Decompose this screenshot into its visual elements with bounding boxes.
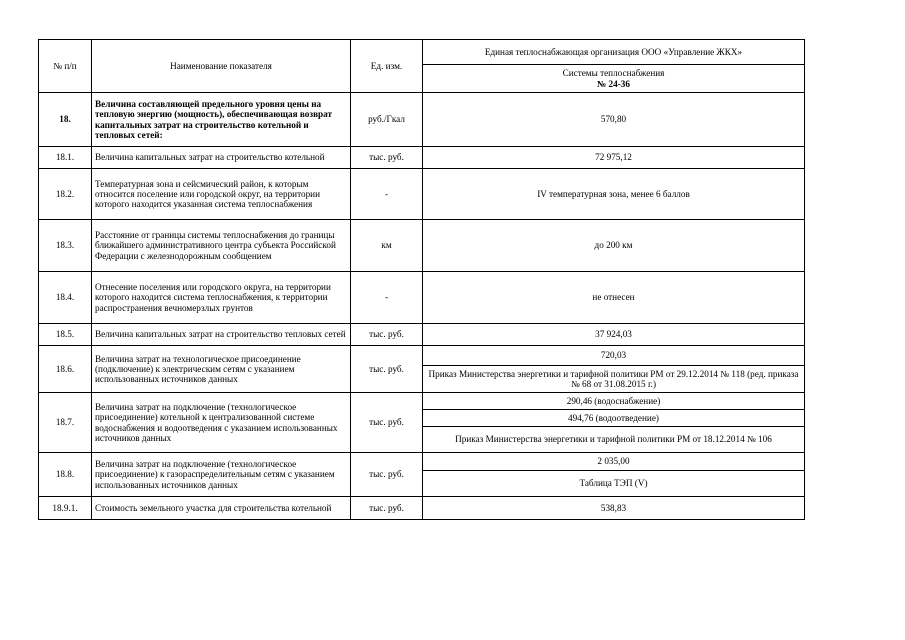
- row-value: 2 035,00: [423, 453, 805, 471]
- row-num: 18.4.: [39, 272, 92, 324]
- table-row: [39, 324, 805, 346]
- row-name: Величина капитальных затрат на строительство тепловых сетей: [92, 324, 351, 346]
- row-source: Приказ Министерства энергетики и тарифной политики РМ от 18.12.2014 № 106: [423, 427, 805, 453]
- table-row: [39, 147, 805, 169]
- row-value: 72 975,12: [423, 147, 805, 169]
- row-name: Величина капитальных затрат на строительство котельной: [92, 147, 351, 169]
- row-unit: тыс. руб.: [351, 324, 423, 346]
- table-row: [39, 93, 805, 147]
- row-name: Отнесение поселения или городского округа, на территории которого находится система теплоснабжения, к территории распространения вечномерзлых грунтов: [92, 272, 351, 324]
- row-num: 18.2.: [39, 169, 92, 220]
- header-systems-cell: [423, 65, 805, 93]
- row-num: 18.7.: [39, 393, 92, 453]
- row-unit: тыс. руб.: [351, 147, 423, 169]
- table-row: [39, 453, 805, 471]
- header-systems: Системы теплоснабжения: [562, 68, 665, 79]
- row-num: 18.1.: [39, 147, 92, 169]
- header-systems-number: № 24-36: [597, 78, 630, 89]
- header-org: Единая теплоснабжающая организация ООО «Управление ЖКХ»: [423, 40, 805, 65]
- row-unit: тыс. руб.: [351, 497, 423, 520]
- row-name: Величина затрат на подключение (технологическое присоединение) к газораспределительным сетям с указанием использованных источников данных: [92, 453, 351, 497]
- row-value: не отнесен: [423, 272, 805, 324]
- row-name: Расстояние от границы системы теплоснабжения до границы ближайшего административного центра субъекта Российской Федерации с железнодорожным сообщением: [92, 220, 351, 272]
- row-value: 720,03: [423, 346, 805, 366]
- row-unit: км: [351, 220, 423, 272]
- row-unit: -: [351, 272, 423, 324]
- header-unit: Ед. изм.: [351, 40, 423, 93]
- row-num: 18.3.: [39, 220, 92, 272]
- table-row: [39, 393, 805, 410]
- row-name: Величина затрат на технологическое присоединение (подключение) к электрическим сетям с указанием использованных источников данных: [92, 346, 351, 393]
- header-name: Наименование показателя: [92, 40, 351, 93]
- row-unit: тыс. руб.: [351, 453, 423, 497]
- row-source: Приказ Министерства энергетики и тарифной политики РМ от 29.12.2014 № 118 (ред. приказа № 68 от 31.08.2015 г.): [423, 366, 805, 393]
- row-num: 18.: [39, 93, 92, 147]
- table-row: [39, 497, 805, 520]
- header-row: [39, 40, 805, 65]
- table-row: [39, 169, 805, 220]
- row-unit: тыс. руб.: [351, 393, 423, 453]
- tariff-table: [38, 39, 805, 520]
- row-source: Таблица ТЭП (V): [423, 471, 805, 497]
- row-name: Величина составляющей предельного уровня цены на тепловую энергию (мощность), обеспечивающая возврат капитальных затрат на строительство котельной и тепловых сетей:: [92, 93, 351, 147]
- row-unit: тыс. руб.: [351, 346, 423, 393]
- row-unit: руб./Гкал: [351, 93, 423, 147]
- row-name: Температурная зона и сейсмический район, к которым относится поселение или городской округ, на территории которого находится указанная система теплоснабжения: [92, 169, 351, 220]
- row-num: 18.6.: [39, 346, 92, 393]
- row-name: Величина затрат на подключение (технологическое присоединение) котельной к централизованной системе водоснабжения и водоотведения с указанием использованных источников данных: [92, 393, 351, 453]
- row-num: 18.5.: [39, 324, 92, 346]
- row-value: 494,76 (водоотведение): [423, 410, 805, 427]
- header-num: № п/п: [39, 40, 92, 93]
- row-name: Стоимость земельного участка для строительства котельной: [92, 497, 351, 520]
- row-value: 37 924,03: [423, 324, 805, 346]
- row-unit: -: [351, 169, 423, 220]
- row-num: 18.9.1.: [39, 497, 92, 520]
- row-value: 538,83: [423, 497, 805, 520]
- row-value: IV температурная зона, менее 6 баллов: [423, 169, 805, 220]
- row-value: 290,46 (водоснабжение): [423, 393, 805, 410]
- row-num: 18.8.: [39, 453, 92, 497]
- row-value: до 200 км: [423, 220, 805, 272]
- table-row: [39, 220, 805, 272]
- table-row: [39, 346, 805, 366]
- row-value: 570,80: [423, 93, 805, 147]
- table-row: [39, 272, 805, 324]
